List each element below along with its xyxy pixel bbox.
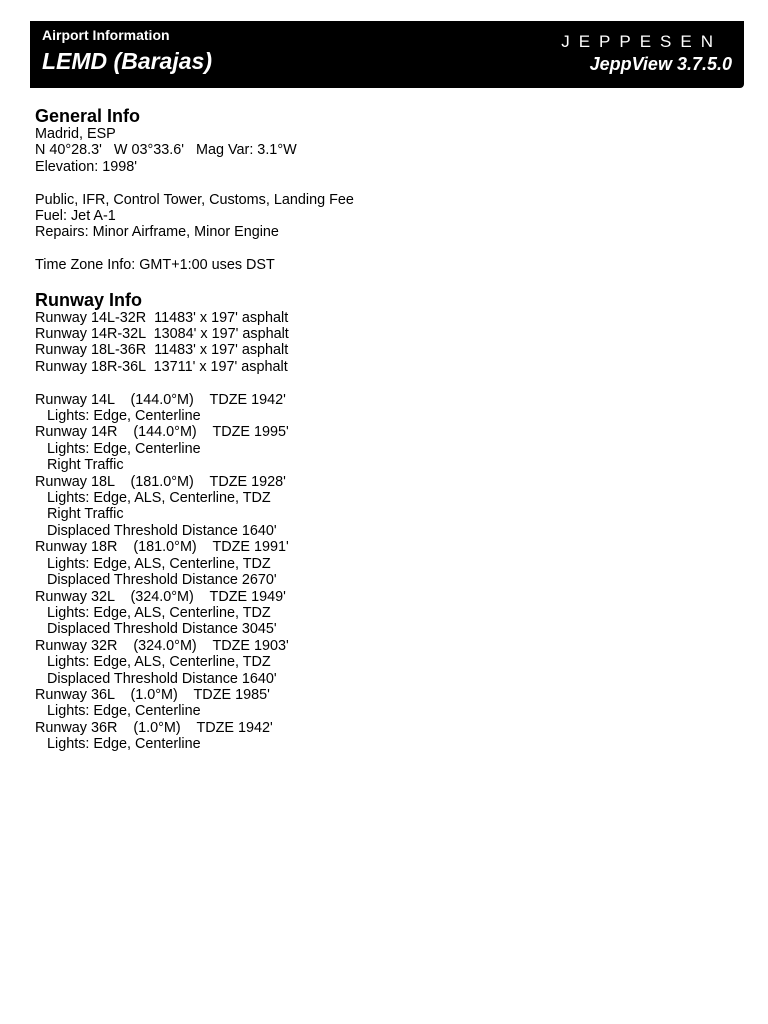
runway-detail-note: Right Traffic xyxy=(47,506,124,523)
runway-detail-block xyxy=(35,539,735,588)
coordinates-text: N 40°28.3' W 03°33.6' Mag Var: 3.1°W xyxy=(35,142,297,159)
runway-detail-note: Right Traffic xyxy=(47,457,124,474)
runway-detail-note: Displaced Threshold Distance 3045' xyxy=(47,621,277,638)
header-subtitle: Airport Information xyxy=(42,27,170,43)
runway-detail-note: Displaced Threshold Distance 2670' xyxy=(47,572,277,589)
runway-summary-item: Runway 18L-36R 11483' x 197' asphalt xyxy=(35,342,289,359)
runway-detail-note: Lights: Edge, ALS, Centerline, TDZ xyxy=(47,555,271,572)
runway-detail-block xyxy=(35,638,735,687)
runway-detail-note: Lights: Edge, Centerline xyxy=(47,408,201,425)
location-text: Madrid, ESP xyxy=(35,126,116,142)
runway-detail-note: Displaced Threshold Distance 1640' xyxy=(47,670,277,687)
runway-detail-block xyxy=(35,720,735,753)
general-info-heading: General Info xyxy=(35,106,141,126)
runway-detail-note: Lights: Edge, ALS, Centerline, TDZ xyxy=(47,490,271,507)
runway-detail-title: Runway 14R (144.0°M) TDZE 1995' xyxy=(35,424,289,441)
runway-summary-item: Runway 14L-32R 11483' x 197' asphalt xyxy=(35,309,289,326)
fuel-text: Fuel: Jet A-1 xyxy=(35,208,116,225)
runway-summary-list xyxy=(35,310,735,376)
runway-detail-note: Lights: Edge, Centerline xyxy=(47,440,201,457)
runway-detail-title: Runway 18L (181.0°M) TDZE 1928' xyxy=(35,473,286,490)
spacer xyxy=(35,375,735,391)
spacer xyxy=(35,175,735,191)
runway-info-heading: Runway Info xyxy=(35,289,142,310)
runway-detail-block xyxy=(35,687,735,720)
runway-details-list xyxy=(35,392,735,753)
runway-detail-title: Runway 14L (144.0°M) TDZE 1942' xyxy=(35,391,286,408)
runway-detail-title: Runway 32L (324.0°M) TDZE 1949' xyxy=(35,588,286,605)
timezone-text: Time Zone Info: GMT+1:00 uses DST xyxy=(35,257,275,274)
header-bar xyxy=(30,21,744,88)
airport-title: LEMD (Barajas) xyxy=(42,48,212,74)
runway-summary-item: Runway 14R-32L 13084' x 197' asphalt xyxy=(35,326,289,343)
runway-summary-item: Runway 18R-36L 13711' x 197' asphalt xyxy=(35,358,288,375)
runway-detail-note: Lights: Edge, Centerline xyxy=(47,736,201,753)
runway-detail-note: Displaced Threshold Distance 1640' xyxy=(47,522,277,539)
runway-detail-title: Runway 36L (1.0°M) TDZE 1985' xyxy=(35,686,270,703)
elevation-text: Elevation: 1998' xyxy=(35,158,137,175)
runway-detail-title: Runway 32R (324.0°M) TDZE 1903' xyxy=(35,637,289,654)
facilities-text: Public, IFR, Control Tower, Customs, Landing Fee xyxy=(35,191,354,208)
runway-detail-block xyxy=(35,392,735,425)
document-body xyxy=(35,106,735,753)
runway-detail-note: Lights: Edge, ALS, Centerline, TDZ xyxy=(47,604,271,621)
runway-detail-note: Lights: Edge, Centerline xyxy=(47,703,201,720)
spacer xyxy=(35,241,735,257)
runway-detail-block xyxy=(35,474,735,540)
runway-detail-title: Runway 18R (181.0°M) TDZE 1991' xyxy=(35,539,289,556)
runway-detail-title: Runway 36R (1.0°M) TDZE 1942' xyxy=(35,719,273,736)
brand-logo: JEPPESEN xyxy=(561,32,722,51)
runway-detail-block xyxy=(35,424,735,473)
section-gap xyxy=(35,274,735,290)
runway-detail-block xyxy=(35,589,735,638)
product-name: JeppView 3.7.5.0 xyxy=(589,54,732,74)
repairs-text: Repairs: Minor Airframe, Minor Engine xyxy=(35,224,279,241)
runway-detail-note: Lights: Edge, ALS, Centerline, TDZ xyxy=(47,654,271,671)
